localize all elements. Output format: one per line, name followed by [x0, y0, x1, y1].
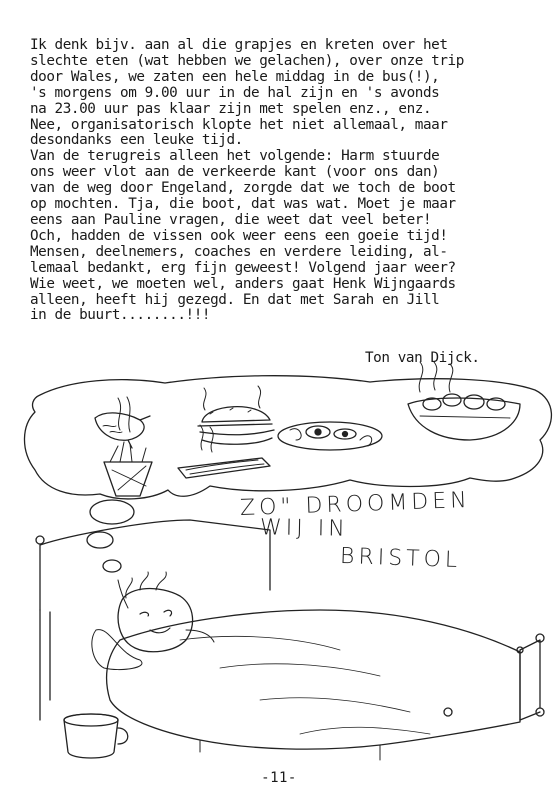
article-line: in de buurt........!!! — [30, 307, 211, 324]
article-line: 's morgens om 9.00 uur in de hal zijn en 's avonds — [30, 84, 440, 101]
article-line: na 23.00 uur pas klaar zijn met spelen enz., enz. — [30, 100, 432, 117]
page-number: -11- — [261, 770, 297, 786]
article-line: Wie weet, we moeten wel, anders gaat Henk Wijngaards — [30, 275, 456, 292]
thought-bubble — [103, 560, 121, 572]
article-line: alleen, heeft hij gezegd. En dat met Sarah en Jill — [30, 291, 440, 308]
article-line: op mochten. Tja, die boot, dat was wat. Moet je maar — [30, 196, 456, 213]
article-line: Ik denk bijv. aan al die grapjes en kreten over het — [30, 37, 448, 53]
article-line: eens aan Pauline vragen, die weet dat veel beter! — [30, 211, 432, 228]
author-signature: Ton van Dijck. — [365, 350, 480, 366]
article-line: Och, hadden de vissen ook weer eens een goeie tijd! — [30, 227, 448, 244]
bed-headboard — [40, 520, 270, 610]
sleeper-head — [118, 589, 193, 652]
article-line: door Wales, we zaten een hele middag in de bus(!), — [30, 68, 440, 85]
article-line: ons weer vlot aan de verkeerde kant (voor ons dan) — [30, 164, 440, 181]
dream-caption — [240, 470, 540, 580]
article-line: desondanks een leuke tijd. — [30, 132, 243, 149]
article-line: slechte eten (wat hebben we gelachen), over onze trip — [30, 52, 464, 69]
article-line: van de weg door Engeland, zorgde dat we toch de boot — [30, 180, 456, 197]
article-line: Van de terugreis alleen het volgende: Harm stuurde — [30, 148, 440, 165]
thought-bubble — [90, 500, 134, 524]
chamber-pot — [64, 714, 118, 758]
caption-line: BRISTOL — [339, 543, 462, 574]
article-text — [30, 38, 540, 324]
article-line: Nee, organisatorisch klopte het niet allemaal, maar — [30, 116, 448, 133]
caption-line: WIJ IN — [259, 515, 349, 542]
article-line: Mensen, deelnemers, coaches en verdere leiding, al- — [30, 243, 448, 260]
caption-line: ZO" DROOMDEN — [239, 487, 472, 522]
bed-blanket — [107, 610, 520, 749]
thought-bubble — [87, 532, 113, 548]
article-line: lemaal bedankt, erg fijn geweest! Volgend jaar weer? — [30, 259, 456, 276]
